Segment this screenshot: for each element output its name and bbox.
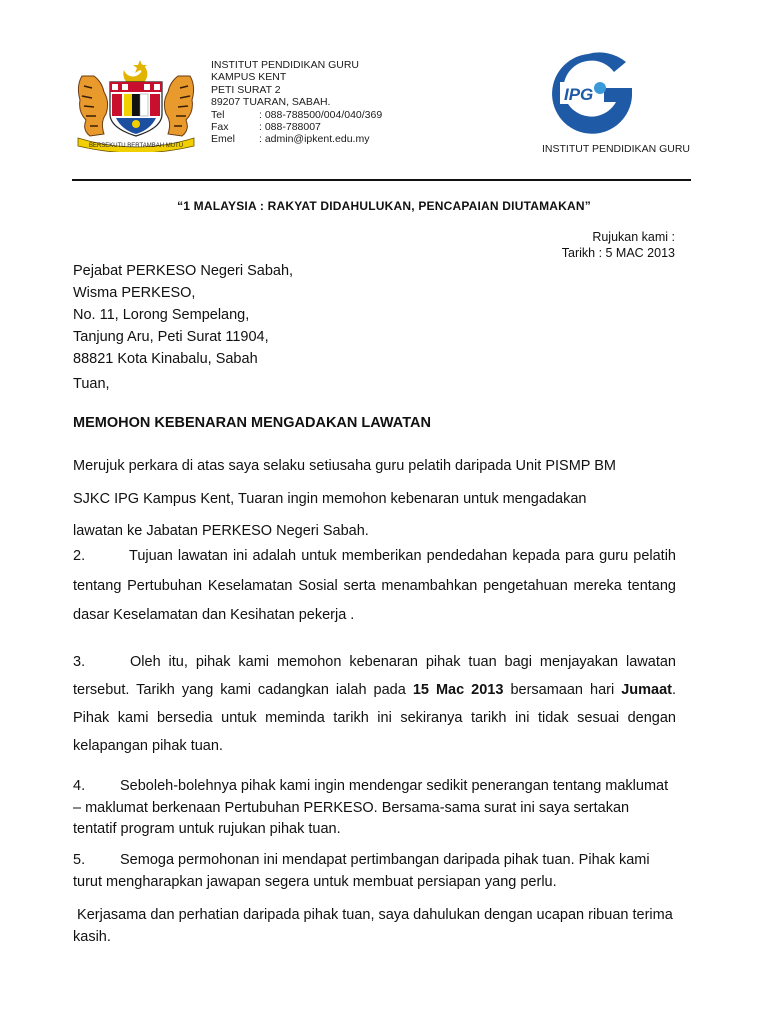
paragraph-number: 2. bbox=[73, 548, 86, 564]
recipient-line: 88821 Kota Kinabalu, Sabah bbox=[73, 351, 258, 367]
header-divider bbox=[72, 179, 691, 181]
email-label: Emel bbox=[211, 133, 235, 146]
ipg-logo-icon bbox=[540, 52, 636, 134]
crest-motto-text: BERSEKUTU BERTAMBAH MUTU bbox=[88, 143, 184, 149]
reference-block bbox=[562, 229, 675, 261]
tel-label: Tel bbox=[211, 108, 225, 121]
tel-value: : 088-788500/004/040/369 bbox=[259, 108, 383, 121]
paragraph-text: Semoga permohonan ini mendapat pertimbangan daripada pihak tuan. Pihak kami turut mengharapkan jawapan segera untuk membuat persiapan yang perlu. bbox=[73, 852, 650, 890]
paragraph-2 bbox=[73, 542, 676, 631]
address-line: INSTITUT PENDIDIKAN GURU bbox=[211, 59, 359, 71]
tel-row bbox=[211, 109, 382, 121]
closing-paragraph bbox=[73, 905, 676, 948]
fax-value: : 088-788007 bbox=[259, 121, 321, 134]
recipient-address bbox=[73, 260, 293, 370]
email-row bbox=[211, 133, 382, 145]
paragraph-1 bbox=[73, 450, 676, 548]
email-value: : admin@ipkent.edu.my bbox=[259, 133, 370, 146]
paragraph-line: SJKC IPG Kampus Kent, Tuaran ingin memohon kebenaran untuk mengadakan bbox=[73, 490, 587, 507]
paragraph-line: lawatan ke Jabatan PERKESO Negeri Sabah. bbox=[73, 523, 369, 539]
paragraph-number: 3. bbox=[73, 654, 86, 670]
paragraph-text: Kerjasama dan perhatian daripada pihak tuan, saya dahulukan dengan ucapan ribuan terima kasih. bbox=[73, 907, 673, 945]
paragraph-number: 4. bbox=[73, 778, 86, 794]
paragraph-text: bersamaan hari bbox=[503, 682, 622, 698]
date-label: Tarikh : 5 MAC 2013 bbox=[561, 246, 675, 260]
recipient-line: Wisma PERKESO, bbox=[73, 285, 196, 301]
paragraph-5 bbox=[73, 850, 676, 893]
salutation: Tuan, bbox=[73, 376, 110, 392]
paragraph-number: 5. bbox=[73, 852, 86, 868]
paragraph-4 bbox=[73, 776, 676, 841]
recipient-line: No. 11, Lorong Sempelang, bbox=[73, 307, 250, 323]
address-line: PETI SURAT 2 bbox=[211, 83, 281, 96]
fax-label: Fax bbox=[211, 121, 229, 134]
logo-caption: INSTITUT PENDIDIKAN GURU bbox=[542, 143, 690, 155]
slogan: “1 MALAYSIA : RAKYAT DIDAHULUKAN, PENCAPAIAN DIUTAMAKAN” bbox=[177, 199, 591, 213]
ipg-logo-text: IPG bbox=[564, 85, 594, 104]
proposed-day: Jumaat bbox=[621, 682, 672, 698]
recipient-line: Pejabat PERKESO Negeri Sabah, bbox=[73, 263, 294, 279]
paragraph-text: Tujuan lawatan ini adalah untuk memberikan pendedahan kepada para guru pelatih tentang Pertubuhan Keselamatan Sosial serta menambahkan pengetahuan mereka tentang dasar Keselamatan dan Kesihatan pekerja . bbox=[73, 548, 676, 623]
paragraph-text: Oleh itu, pihak kami memohon kebenaran pihak tuan bagi menjayakan lawatan tersebut. Tarikh yang kami cadangkan ialah pada bbox=[73, 654, 676, 698]
subject-heading: MEMOHON KEBENARAN MENGADAKAN LAWATAN bbox=[73, 415, 431, 431]
institution-address bbox=[211, 59, 382, 146]
address-line: KAMPUS KENT bbox=[211, 71, 287, 84]
proposed-date: 15 Mac 2013 bbox=[412, 682, 504, 698]
paragraph-3 bbox=[73, 648, 676, 760]
address-line: 89207 TUARAN, SABAH. bbox=[211, 96, 331, 109]
paragraph-text: Seboleh-bolehnya pihak kami ingin mendengar sedikit penerangan tentang maklumat – maklumat berkenaan Pertubuhan PERKESO. Bersama-sama surat ini saya sertakan tentatif program untuk rujukan pihak tuan. bbox=[73, 778, 669, 837]
fax-row bbox=[211, 121, 382, 133]
paragraph-text: . Pihak kami bersedia untuk meminda tarikh ini sekiranya tarikh ini tidak sesuai dengan kelapangan pihak tuan. bbox=[73, 682, 677, 754]
reference-label: Rujukan kami : bbox=[592, 230, 675, 244]
recipient-line: Tanjung Aru, Peti Surat 11904, bbox=[73, 329, 269, 345]
malaysia-coat-of-arms-icon bbox=[72, 56, 200, 152]
paragraph-line: Merujuk perkara di atas saya selaku setiusaha guru pelatih daripada Unit PISMP BM bbox=[73, 458, 616, 474]
letterhead bbox=[0, 0, 768, 185]
